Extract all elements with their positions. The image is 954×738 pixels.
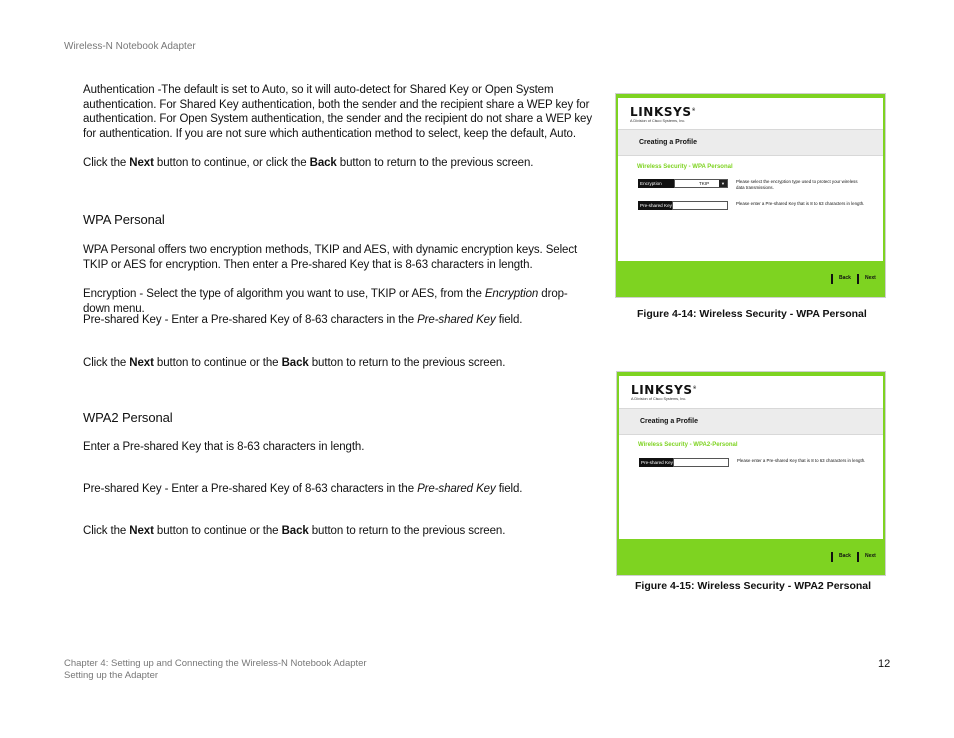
click-instruction-2: Click the Next button to continue or the Back button to return to the previous screen. <box>83 357 506 369</box>
footer-chapter: Chapter 4: Setting up and Connecting the Wireless-N Notebook Adapter <box>64 658 367 669</box>
figure-top-border <box>616 94 885 98</box>
psk-paragraph-1: Pre-shared Key - Enter a Pre-shared Key of 8-63 characters in the Pre-shared Key field. <box>83 314 523 326</box>
band-title: Creating a Profile <box>639 139 697 146</box>
psk-help: Please enter a Pre-shared Key that is 8 to 63 characters in length. <box>736 201 865 206</box>
nav-separator <box>857 552 859 562</box>
figure-wpa-personal-screenshot <box>615 93 886 298</box>
click-instruction-1: Click the Next button to continue, or click the Back button to return to the previous screen. <box>83 157 534 169</box>
wpa2-intro: Enter a Pre-shared Key that is 8-63 characters in length. <box>83 441 365 453</box>
psk-label: Pre-shared Key <box>640 203 672 208</box>
linksys-logo: LINKSYS® <box>631 383 698 397</box>
page-number: 12 <box>878 658 891 670</box>
back-button[interactable]: Back <box>839 553 851 559</box>
logo-tagline: A Division of Cisco Systems, Inc. <box>631 397 687 401</box>
psk-help: Please enter a Pre-shared Key that is 8 to 63 characters in length. <box>737 458 866 463</box>
next-button[interactable]: Next <box>865 275 876 281</box>
back-button[interactable]: Back <box>839 275 851 281</box>
section-title: Wireless Security - WPA2-Personal <box>638 442 738 448</box>
wpa-intro: WPA Personal offers two encryption methods, TKIP and AES, with dynamic encryption keys. Select TKIP or AES for encryption. Then enter a Pre-shared Key that is 8-63 characters in length. <box>83 244 578 271</box>
profile-band <box>619 408 883 435</box>
next-button[interactable]: Next <box>865 553 876 559</box>
figure-wpa2-personal-screenshot <box>616 371 886 576</box>
psk-input[interactable] <box>672 201 728 210</box>
logo-tagline: A Division of Cisco Systems, Inc. <box>630 119 686 123</box>
psk-paragraph-2: Pre-shared Key - Enter a Pre-shared Key of 8-63 characters in the Pre-shared Key field. <box>83 483 523 495</box>
figure-top-border <box>617 372 885 376</box>
click-instruction-3: Click the Next button to continue or the Back button to return to the previous screen. <box>83 525 506 537</box>
encryption-help: Please select the encryption type used to protect your wireless data transmissions. <box>736 179 858 190</box>
band-title: Creating a Profile <box>640 418 698 425</box>
chevron-down-icon: ▼ <box>719 180 727 187</box>
wpa-heading: WPA Personal <box>83 212 165 227</box>
psk-label: Pre-shared Key <box>641 460 673 465</box>
nav-separator <box>831 274 833 284</box>
encryption-label: Encryption <box>638 179 674 188</box>
nav-bar <box>616 261 885 297</box>
running-header: Wireless-N Notebook Adapter <box>64 41 196 52</box>
nav-bar <box>617 539 885 575</box>
figure-caption-1: Figure 4-14: Wireless Security - WPA Personal <box>637 308 867 320</box>
psk-input[interactable] <box>673 458 729 467</box>
profile-band <box>618 129 883 156</box>
nav-separator <box>831 552 833 562</box>
auth-paragraph: Authentication -The default is set to Auto, so it will auto-detect for Shared Key or Open System authentication. For Shared Key authentication, both the sender and the recipient share a WEP key for authentication. For Open System authentication, the sender and the recipient do not share a WEP key for authentication. If you are not sure which authentication method to select, keep the default, Auto. <box>83 84 592 140</box>
encryption-select[interactable]: TKIP ▼ <box>674 179 728 188</box>
figure-caption-2: Figure 4-15: Wireless Security - WPA2 Personal <box>635 580 872 592</box>
linksys-logo: LINKSYS® <box>630 105 697 119</box>
footer-section: Setting up the Adapter <box>64 670 159 681</box>
encryption-paragraph: Encryption - Select the type of algorithm you want to use, TKIP or AES, from the Encryption drop-down menu. <box>83 288 568 315</box>
wpa2-heading: WPA2 Personal <box>83 410 173 425</box>
nav-separator <box>857 274 859 284</box>
section-title: Wireless Security - WPA Personal <box>637 164 733 170</box>
